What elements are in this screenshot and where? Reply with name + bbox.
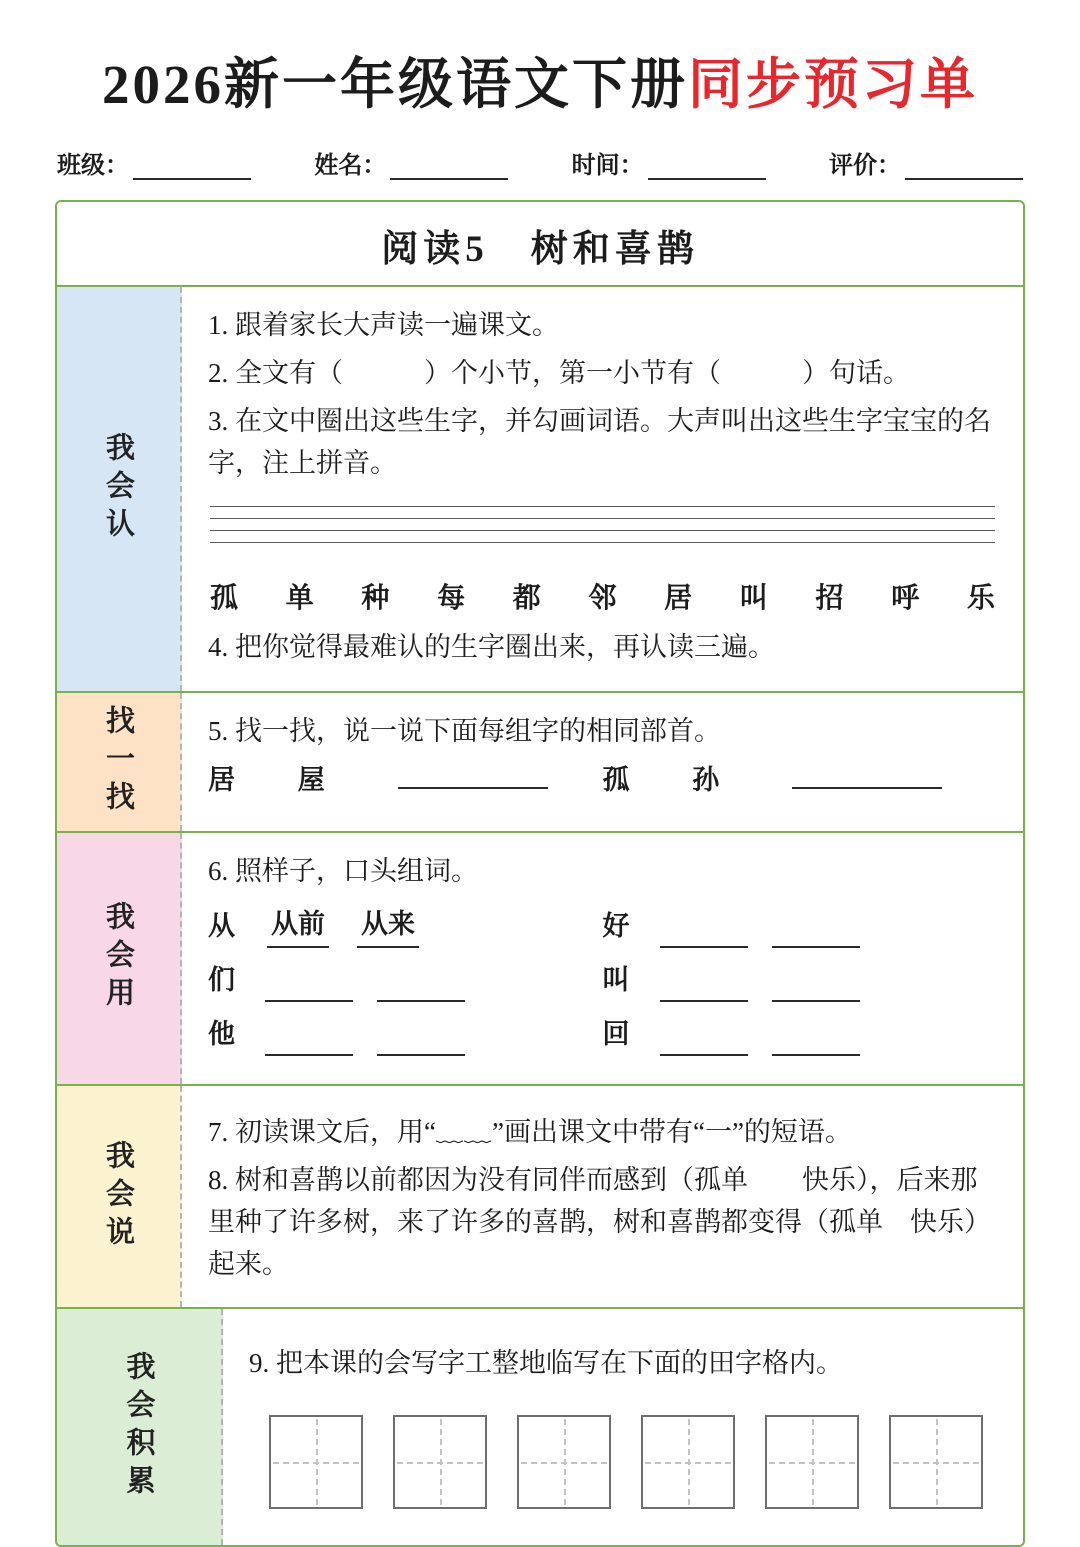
- info-row: [57, 145, 1023, 180]
- info-label-time: 时间：: [571, 153, 644, 179]
- answer-blank-line: [660, 1030, 748, 1056]
- character-item: 招: [815, 583, 844, 615]
- info-label-rating: 评价：: [828, 153, 901, 179]
- task-7-text-pre: 7. 初读课文后，用“: [208, 1116, 436, 1147]
- tianzige-grid: [765, 1415, 859, 1509]
- info-field-name: [314, 145, 508, 180]
- section-label-text-accumulate: 我会积累: [122, 1351, 155, 1504]
- info-field-class: [57, 145, 251, 180]
- word-building-row-2: [208, 960, 997, 1002]
- section-label-find: [57, 693, 182, 831]
- word-building-row-3: [208, 1014, 997, 1056]
- answer-blank-line: [265, 1030, 353, 1056]
- title-highlight: 同步预习单: [688, 54, 979, 115]
- task-item-2: 2. 全文有（ ）个小节，第一小节有（ ）句话。: [208, 357, 910, 388]
- radical-pairs: [208, 760, 997, 802]
- answer-blank-line: [772, 1030, 860, 1056]
- word-building-row-1: [208, 904, 997, 948]
- section-label-recognize: [57, 287, 182, 691]
- character-item: 邻: [588, 583, 617, 615]
- answer-blank-line: [398, 764, 548, 790]
- tianzige-row: [269, 1415, 983, 1509]
- section-label-text-recognize: 我会认: [102, 431, 134, 546]
- section-find: [57, 693, 1023, 833]
- section-label-text-use: 我会用: [102, 901, 134, 1016]
- section-label-accumulate: [57, 1309, 223, 1545]
- example-word: 从前: [267, 904, 329, 948]
- worksheet-box: [55, 200, 1025, 1547]
- character-list: [210, 577, 995, 620]
- radical-char: 孤: [602, 765, 630, 796]
- radical-pair-2: [603, 760, 998, 802]
- tianzige-grid: [889, 1415, 983, 1509]
- tianzige-grid: [269, 1415, 363, 1509]
- task-item-4: 4. 把你觉得最难认的生字圈出来，再认读三遍。: [208, 631, 775, 662]
- section-content-accumulate: [223, 1309, 1023, 1545]
- section-use: [57, 833, 1023, 1086]
- word-lead-char: 叫: [602, 965, 630, 996]
- task-item-5: 5. 找一找，说一说下面每组字的相同部首。: [208, 715, 721, 746]
- info-label-class: 班级：: [57, 153, 129, 179]
- tianzige-grid: [517, 1415, 611, 1509]
- section-label-speak: [57, 1086, 182, 1307]
- tianzige-grid: [641, 1415, 735, 1509]
- character-item: 孤: [210, 583, 239, 615]
- section-content-recognize: [182, 287, 1023, 691]
- character-item: 都: [512, 583, 541, 615]
- word-group-blank: [603, 904, 998, 948]
- radical-char: 屋: [297, 765, 325, 796]
- task-item-7: [208, 1112, 997, 1154]
- pinyin-line: [210, 506, 995, 518]
- pinyin-writing-lines: [210, 506, 995, 543]
- character-item: 单: [285, 583, 314, 615]
- character-item: 乐: [966, 583, 995, 615]
- character-item: 种: [361, 583, 390, 615]
- word-lead-char: 们: [208, 965, 235, 996]
- title-main: 2026新一年级语文下册: [101, 54, 688, 115]
- answer-blank-line: [772, 977, 860, 1003]
- pinyin-line: [210, 530, 995, 542]
- info-field-rating: [829, 145, 1023, 180]
- section-recognize: [57, 287, 1023, 693]
- task-item-6: 6. 照样子，口头组词。: [208, 855, 478, 886]
- character-item: 每: [437, 583, 466, 615]
- word-group-example: [208, 904, 603, 948]
- page-title: [55, 40, 1025, 119]
- section-label-use: [57, 833, 182, 1084]
- info-field-time: [572, 145, 766, 180]
- section-speak: [57, 1086, 1023, 1309]
- word-group-blank: [603, 1014, 998, 1056]
- answer-blank-line: [377, 1030, 465, 1056]
- task-item-8: 8. 树和喜鹊以前都因为没有同伴而感到（孤单 快乐），后来那里种了许多树，来了许多的喜鹊，树和喜鹊都变得（孤单 快乐）起来。: [208, 1164, 991, 1279]
- word-lead-char: 从: [208, 911, 235, 942]
- example-word: 从来: [357, 904, 419, 948]
- task-item-3: 3. 在文中圈出这些生字，并勾画词语。大声叫出这些生字宝宝的名字，注上拼音。: [208, 405, 991, 478]
- section-content-use: [182, 833, 1023, 1084]
- answer-blank-line: [660, 977, 748, 1003]
- worksheet-heading: 阅读5 树和喜鹊: [57, 202, 1023, 287]
- answer-blank-line: [660, 923, 748, 949]
- word-lead-char: 回: [602, 1019, 630, 1050]
- radical-pair-1: [208, 760, 603, 802]
- info-blank-rating: [905, 152, 1023, 180]
- radical-char: 居: [208, 765, 235, 796]
- info-blank-time: [648, 152, 766, 180]
- answer-blank-line: [792, 764, 942, 790]
- task-7-text-post: ”画出课文中带有“一”的短语。: [491, 1116, 852, 1147]
- wavy-underline-mark: ﹏﹏: [435, 1116, 492, 1147]
- section-label-text-speak: 我会说: [102, 1139, 134, 1254]
- pinyin-line: [210, 542, 995, 543]
- section-content-speak: [182, 1086, 1023, 1307]
- word-group-blank: [208, 960, 603, 1002]
- word-group-blank: [603, 960, 998, 1002]
- info-label-name: 姓名：: [314, 153, 387, 179]
- info-blank-name: [390, 152, 508, 180]
- answer-blank-line: [377, 977, 465, 1003]
- task-item-9: 9. 把本课的会写字工整地临写在下面的田字格内。: [249, 1348, 843, 1379]
- word-lead-char: 好: [602, 911, 630, 942]
- task-item-1: 1. 跟着家长大声读一遍课文。: [208, 310, 559, 340]
- character-item: 叫: [739, 583, 768, 615]
- section-accumulate: [57, 1309, 1023, 1545]
- section-label-text-find: 找一找: [102, 704, 134, 819]
- tianzige-grid: [393, 1415, 487, 1509]
- section-content-find: [182, 693, 1023, 831]
- character-item: 呼: [891, 583, 920, 615]
- answer-blank-line: [265, 977, 353, 1003]
- word-lead-char: 他: [208, 1019, 235, 1050]
- answer-blank-line: [772, 923, 860, 949]
- info-blank-class: [133, 152, 251, 180]
- word-group-blank: [208, 1014, 603, 1056]
- pinyin-line: [210, 518, 995, 530]
- character-item: 居: [664, 583, 693, 615]
- radical-char: 孙: [692, 765, 720, 796]
